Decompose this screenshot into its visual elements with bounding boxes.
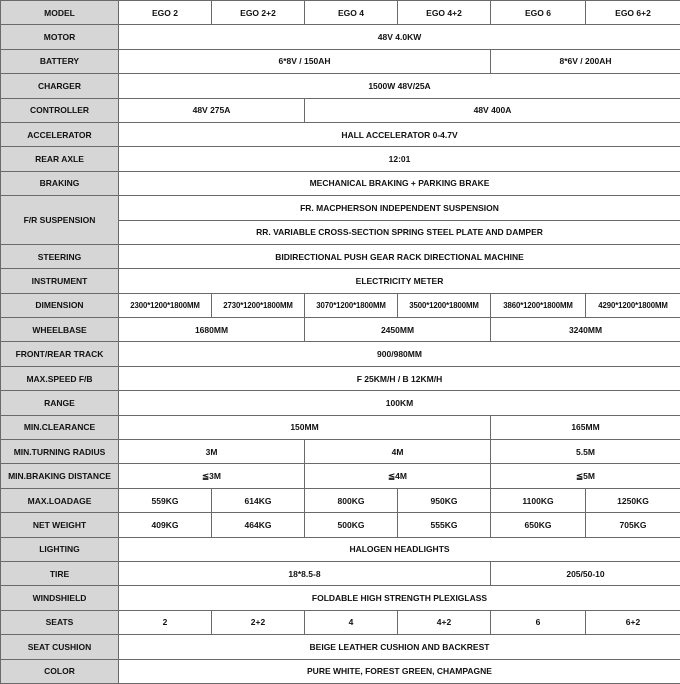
row-label-net-weight: NET WEIGHT	[1, 513, 119, 537]
row-label-turning-radius: MIN.TURNING RADIUS	[1, 440, 119, 464]
table-row-windshield	[1, 586, 680, 610]
row-label-charger: CHARGER	[1, 74, 119, 98]
max-load-value: 559KG	[119, 488, 212, 512]
controller-value-b: 48V 400A	[305, 98, 680, 122]
table-row-turning-radius	[1, 440, 680, 464]
table-row-seat-cushion	[1, 635, 680, 659]
row-label-max-speed: MAX.SPEED F/B	[1, 366, 119, 390]
seats-value: 6+2	[586, 610, 680, 634]
seats-value: 2	[119, 610, 212, 634]
seats-value: 4	[305, 610, 398, 634]
lighting-value: HALOGEN HEADLIGHTS	[119, 537, 680, 561]
tire-value: 205/50-10	[491, 561, 680, 585]
instrument-value: ELECTRICITY METER	[119, 269, 680, 293]
suspension-rear-value: RR. VARIABLE CROSS-SECTION SPRING STEEL PLATE AND DAMPER	[119, 220, 680, 244]
row-label-max-load: MAX.LOADAGE	[1, 488, 119, 512]
braking-distance-value: ≦5M	[491, 464, 680, 488]
tire-value: 18*8.5-8	[119, 561, 491, 585]
table-row-tire	[1, 561, 680, 585]
color-value: PURE WHITE, FOREST GREEN, CHAMPAGNE	[119, 659, 680, 683]
table-row-motor	[1, 25, 680, 49]
model-ego-4-2: EGO 4+2	[398, 1, 491, 25]
table-row-lighting	[1, 537, 680, 561]
max-load-value: 800KG	[305, 488, 398, 512]
max-load-value: 950KG	[398, 488, 491, 512]
table-row-controller	[1, 98, 680, 122]
net-weight-value: 650KG	[491, 513, 586, 537]
model-ego-2: EGO 2	[119, 1, 212, 25]
rear-axle-value: 12:01	[119, 147, 680, 171]
row-label-color: COLOR	[1, 659, 119, 683]
table-row-clearance	[1, 415, 680, 439]
table-row-net-weight	[1, 513, 680, 537]
model-ego-6-2: EGO 6+2	[586, 1, 680, 25]
wheelbase-value: 1680MM	[119, 318, 305, 342]
table-row-accelerator	[1, 122, 680, 146]
seats-value: 2+2	[212, 610, 305, 634]
row-label-lighting: LIGHTING	[1, 537, 119, 561]
dimension-value: 4290*1200*1800MM	[586, 293, 680, 317]
suspension-front-value: FR. MACPHERSON INDEPENDENT SUSPENSION	[119, 196, 680, 220]
net-weight-value: 555KG	[398, 513, 491, 537]
seat-cushion-value: BEIGE LEATHER CUSHION AND BACKREST	[119, 635, 680, 659]
row-label-windshield: WINDSHIELD	[1, 586, 119, 610]
row-label-seat-cushion: SEAT CUSHION	[1, 635, 119, 659]
row-label-accelerator: ACCELERATOR	[1, 122, 119, 146]
clearance-value: 165MM	[491, 415, 680, 439]
row-label-motor: MOTOR	[1, 25, 119, 49]
table-row-charger	[1, 74, 680, 98]
motor-value: 48V 4.0KW	[119, 25, 680, 49]
track-value: 900/980MM	[119, 342, 680, 366]
table-row-braking	[1, 171, 680, 195]
accelerator-value: HALL ACCELERATOR 0-4.7V	[119, 122, 680, 146]
row-label-instrument: INSTRUMENT	[1, 269, 119, 293]
max-load-value: 1250KG	[586, 488, 680, 512]
dimension-value: 3070*1200*1800MM	[305, 293, 398, 317]
max-load-value: 614KG	[212, 488, 305, 512]
table-row-max-load	[1, 488, 680, 512]
turning-radius-value: 3M	[119, 440, 305, 464]
row-label-braking-distance: MIN.BRAKING DISTANCE	[1, 464, 119, 488]
turning-radius-value: 5.5M	[491, 440, 680, 464]
table-row-braking-distance	[1, 464, 680, 488]
dimension-value: 3860*1200*1800MM	[491, 293, 586, 317]
battery-value-b: 8*6V / 200AH	[491, 49, 680, 73]
windshield-value: FOLDABLE HIGH STRENGTH PLEXIGLASS	[119, 586, 680, 610]
row-label-braking: BRAKING	[1, 171, 119, 195]
row-label-model: MODEL	[1, 1, 119, 25]
table-row-dimension	[1, 293, 680, 317]
row-label-wheelbase: WHEELBASE	[1, 318, 119, 342]
turning-radius-value: 4M	[305, 440, 491, 464]
table-row-color	[1, 659, 680, 683]
model-ego-2-2: EGO 2+2	[212, 1, 305, 25]
table-row-wheelbase	[1, 318, 680, 342]
net-weight-value: 409KG	[119, 513, 212, 537]
battery-value-a: 6*8V / 150AH	[119, 49, 491, 73]
seats-value: 4+2	[398, 610, 491, 634]
model-ego-6: EGO 6	[491, 1, 586, 25]
table-row-max-speed	[1, 366, 680, 390]
clearance-value: 150MM	[119, 415, 491, 439]
table-row-track	[1, 342, 680, 366]
table-row-instrument	[1, 269, 680, 293]
net-weight-value: 500KG	[305, 513, 398, 537]
wheelbase-value: 2450MM	[305, 318, 491, 342]
braking-value: MECHANICAL BRAKING + PARKING BRAKE	[119, 171, 680, 195]
table-row-model	[1, 1, 680, 25]
table-row-rear-axle	[1, 147, 680, 171]
braking-distance-value: ≦3M	[119, 464, 305, 488]
max-speed-value: F 25KM/H / B 12KM/H	[119, 366, 680, 390]
row-label-tire: TIRE	[1, 561, 119, 585]
row-label-battery: BATTERY	[1, 49, 119, 73]
net-weight-value: 464KG	[212, 513, 305, 537]
controller-value-a: 48V 275A	[119, 98, 305, 122]
steering-value: BIDIRECTIONAL PUSH GEAR RACK DIRECTIONAL MACHINE	[119, 244, 680, 268]
row-label-dimension: DIMENSION	[1, 293, 119, 317]
table-row-range	[1, 391, 680, 415]
row-label-steering: STEERING	[1, 244, 119, 268]
wheelbase-value: 3240MM	[491, 318, 680, 342]
row-label-clearance: MIN.CLEARANCE	[1, 415, 119, 439]
row-label-range: RANGE	[1, 391, 119, 415]
dimension-value: 2300*1200*1800MM	[119, 293, 212, 317]
dimension-value: 2730*1200*1800MM	[212, 293, 305, 317]
braking-distance-value: ≦4M	[305, 464, 491, 488]
max-load-value: 1100KG	[491, 488, 586, 512]
table-row-suspension-front	[1, 196, 680, 220]
dimension-value: 3500*1200*1800MM	[398, 293, 491, 317]
table-row-steering	[1, 244, 680, 268]
charger-value: 1500W 48V/25A	[119, 74, 680, 98]
row-label-track: FRONT/REAR TRACK	[1, 342, 119, 366]
row-label-seats: SEATS	[1, 610, 119, 634]
table-row-seats	[1, 610, 680, 634]
row-label-suspension: F/R SUSPENSION	[1, 196, 119, 245]
row-label-rear-axle: REAR AXLE	[1, 147, 119, 171]
seats-value: 6	[491, 610, 586, 634]
range-value: 100KM	[119, 391, 680, 415]
table-row-battery	[1, 49, 680, 73]
row-label-controller: CONTROLLER	[1, 98, 119, 122]
model-ego-4: EGO 4	[305, 1, 398, 25]
net-weight-value: 705KG	[586, 513, 680, 537]
